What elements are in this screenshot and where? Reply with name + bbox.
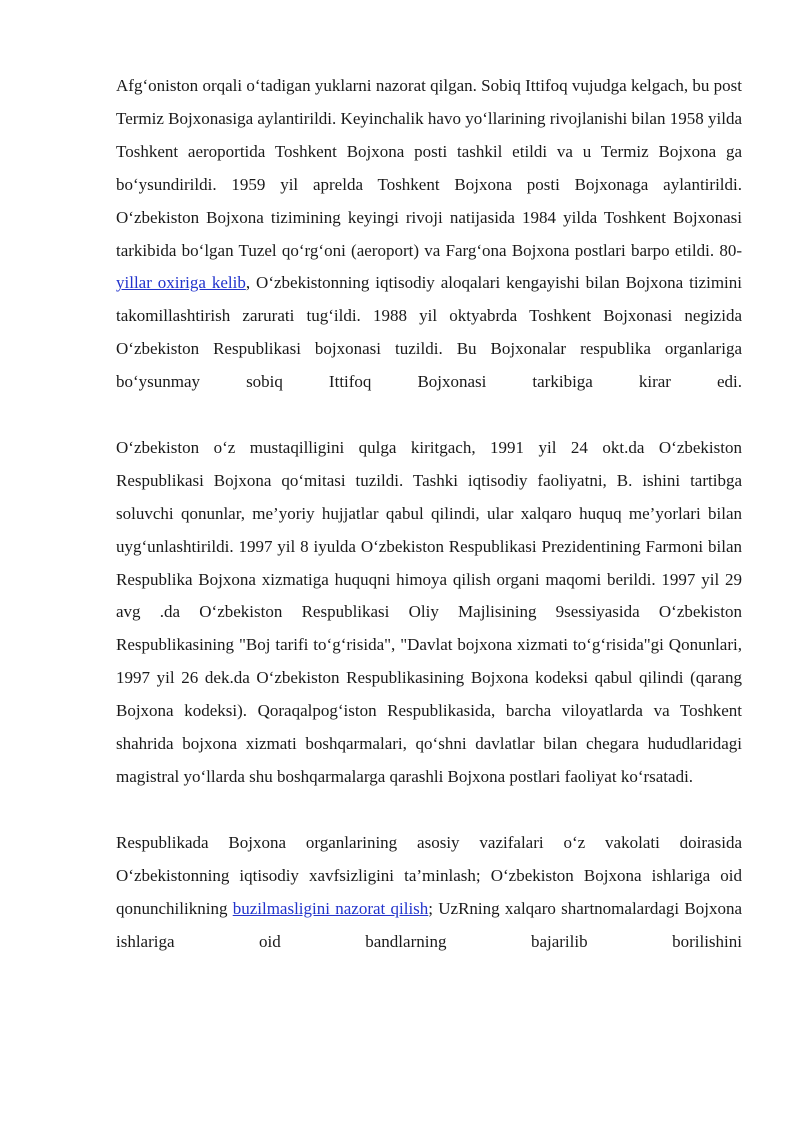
paragraph-2-text: O‘zbekiston o‘z mustaqilligini qulga kiritgach, 1991 yil 24 okt.da O‘zbekiston Respublikasi Bojxona qo‘mitasi tuzildi. Tashki iqtisodiy faoliyatni, B. ishini tartibga soluvchi qonunlar, me’yoriy hujjatlar qabul qilindi, ular xalqaro huquq me’yorlari bilan uyg‘unlashtirildi. 1997 yil 8 iyulda O‘zbekiston Respublikasi Prezidentining Farmoni bilan Respublika Bojxona xizmatiga huquqni himoya qilish organi maqomi berildi. 1997 yil 29 avg .da O‘zbekiston Respublikasi Oliy Majlisining 9sessiyasida O‘zbekiston Respublikasining "Boj tarifi to‘g‘risida", "Davlat bojxona xizmati to‘g‘risida"gi Qonunlari, 1997 yil 26 dek.da O‘zbekiston Respublikasining Bojxona kodeksi qabul qilindi (qarang Bojxona kodeksi). Qoraqalpog‘iston Respublikasida, barcha viloyatlarda va Toshkent shahrida bojxona xizmati boshqarmalari, qo‘shni davlatlar bilan chegara hududlaridagi magistral yo‘llarda shu boshqarmalarga qarashli Bojxona postlari faoliyat ko‘rsatadi. [116,437,742,787]
paragraph-3 [116,827,742,959]
paragraph-3-text-end: ; UzRning xalqaro shartnomalardagi Bojxona ishlariga oid bandlarning bajarilib borilishini [116,898,743,951]
link-buzilmasligini-nazorat-qilish[interactable]: buzilmasligini nazorat qilish [232,898,429,918]
document-page [116,70,742,958]
paragraph-1 [116,70,742,399]
paragraph-2 [116,432,742,794]
paragraph-1-text-start: Afg‘oniston orqali o‘tadigan yuklarni nazorat qilgan. Sobiq Ittifoq vujudga kelgach, bu post Termiz Bojxonasiga aylantirildi. Keyinchalik havo yo‘llarining rivojlanishi bilan 1958 yilda Toshkent aeroportida Toshkent Bojxona posti tashkil etildi va u Termiz Bojxona ga bo‘ysundirildi. 1959 yil aprelda Toshkent Bojxona posti Bojxonaga aylantirildi. O‘zbekiston Bojxona tizimining keyingi rivoji natijasida 1984 yilda Toshkent Bojxonasi tarkibida bo‘lgan Tuzel qo‘rg‘oni (aeroport) va Farg‘ona Bojxona postlari barpo etildi. 80- [116,76,742,260]
paragraph-1-text-end: , O‘zbekistonning iqtisodiy aloqalari kengayishi bilan Bojxona tizimini takomillashtirish zarurati tug‘ildi. 1988 yil oktyabrda Toshkent Bojxonasi negizida O‘zbekiston Respublikasi bojxonasi tuzildi. Bu Bojxonalar respublika organlariga bo‘ysunmay sobiq Ittifoq Bojxonasi tarkibiga kirar edi. [116,273,742,392]
link-yillar-oxiriga-kelib[interactable]: yillar oxiriga kelib [116,273,246,293]
paragraph-3-text-start: Respublikada Bojxona organlarining asosiy vazifalari o‘z vakolati doirasida O‘zbekistonning iqtisodiy xavfsizligini ta’minlash; O‘zbekiston Bojxona ishlariga oid qonunchilikning [116,832,742,918]
